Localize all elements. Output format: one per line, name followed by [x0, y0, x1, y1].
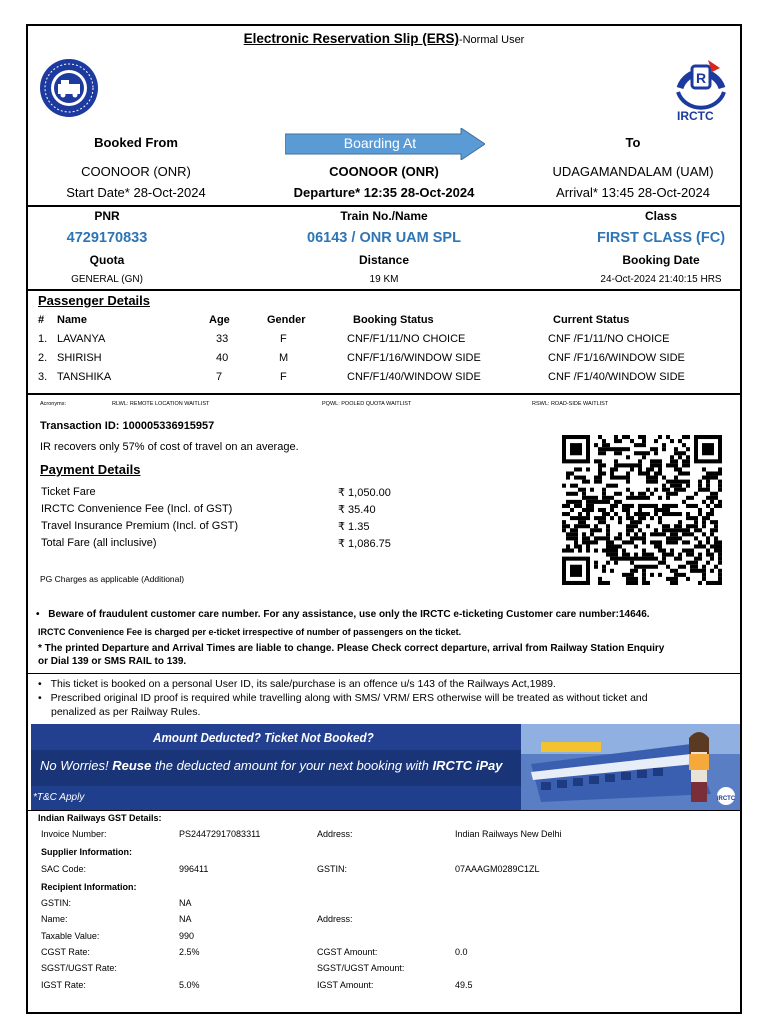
col-header-age: Age — [209, 314, 230, 326]
fare-label: IRCTC Convenience Fee (Incl. of GST) — [41, 503, 233, 515]
id-proof-notice: • Prescribed original ID proof is required while travelling along with SMS/ VRM/ ERS otherwise will be treated as without ticket and — [38, 692, 648, 704]
train-illustration — [521, 724, 740, 810]
boarding-station: COONOOR (ONR) — [329, 164, 439, 179]
distance-label: Distance — [358, 253, 410, 267]
irctc-logo-text: IRCTC — [677, 109, 714, 123]
transaction-id: Transaction ID: 100005336915957 — [40, 420, 215, 432]
igst-rate-label: IGST Rate: — [41, 980, 86, 990]
invoice-value: PS24472917083311 — [179, 829, 261, 839]
times-notice-line1: * The printed Departure and Arrival Times are liable to change. Please Check correct departure, arrival from Railway Station Enquiry — [38, 643, 665, 654]
passenger-gender: M — [279, 352, 289, 364]
passenger-gender: F — [280, 371, 287, 383]
divider — [26, 810, 742, 811]
class-value: FIRST CLASS (FC) — [596, 230, 726, 246]
gst-title: Indian Railways GST Details: — [38, 813, 162, 823]
boarding-at-label: Boarding At — [343, 135, 417, 151]
distance-value: 19 KM — [369, 274, 399, 285]
payment-details-title: Payment Details — [40, 462, 141, 477]
quota-label: Quota — [89, 253, 125, 267]
pnr-label: PNR — [94, 209, 120, 223]
divider — [26, 393, 742, 395]
sac-value: 996411 — [179, 864, 209, 874]
banner-headline: Amount Deducted? Ticket Not Booked? — [153, 730, 374, 745]
col-header-gender: Gender — [267, 314, 306, 326]
times-notice-line2: or Dial 139 or SMS RAIL to 139. — [38, 656, 187, 667]
irctc-ipay-banner[interactable] — [31, 724, 740, 810]
to-label: To — [625, 135, 641, 150]
banner-tc: *T&C Apply — [33, 792, 85, 803]
passenger-current-status: CNF /F1/11/NO CHOICE — [548, 333, 670, 345]
acronym-rswl: RSWL: ROAD-SIDE WAITLIST — [532, 401, 609, 407]
fare-value: ₹ 1,086.75 — [338, 538, 391, 550]
fare-label: Total Fare (all inclusive) — [41, 537, 157, 549]
fraud-notice: • Beware of fraudulent customer care number. For any assistance, use only the IRCTC e-ticketing Customer care number:14646. — [36, 609, 650, 620]
igst-rate-value: 5.0% — [179, 980, 200, 990]
acronym-pqwl: PQWL: POOLED QUOTA WAITLIST — [322, 401, 412, 407]
recipient-title: Recipient Information: — [41, 882, 137, 892]
personal-id-notice: • This ticket is booked on a personal User ID, its sale/purchase is an offence u/s 143 of the Railways Act,1989. — [38, 678, 556, 690]
indian-railways-logo — [38, 58, 100, 118]
banner-tagline: No Worries! Reuse the deducted amount for your next booking with IRCTC iPay — [40, 758, 503, 773]
sgst-amount-label: SGST/UGST Amount: — [317, 963, 405, 973]
from-station: COONOOR (ONR) — [81, 164, 191, 179]
svg-text:IRCTC: IRCTC — [716, 796, 736, 802]
igst-amount-value: 49.5 — [455, 980, 473, 990]
acronym-rlwl: RLWL: REMOTE LOCATION WAITLIST — [112, 401, 210, 407]
recipient-gstin-value: NA — [179, 898, 192, 908]
address-label: Address: — [317, 829, 353, 839]
pnr-value: 4729170833 — [66, 230, 148, 246]
pg-charges-note: PG Charges as applicable (Additional) — [40, 574, 185, 584]
passenger-no: 3. — [38, 371, 48, 383]
passenger-current-status: CNF /F1/40/WINDOW SIDE — [548, 371, 685, 383]
passenger-booking-status: CNF/F1/16/WINDOW SIDE — [347, 352, 481, 364]
cost-recovery-note: IR recovers only 57% of cost of travel on an average. — [40, 441, 299, 453]
recipient-address-label: Address: — [317, 914, 353, 924]
fare-label: Ticket Fare — [41, 486, 96, 498]
booking-date-label: Booking Date — [622, 253, 700, 267]
gstin-label: GSTIN: — [317, 864, 348, 874]
passenger-booking-status: CNF/F1/11/NO CHOICE — [347, 333, 466, 345]
cgst-rate-value: 2.5% — [179, 947, 200, 957]
quota-value: GENERAL (GN) — [71, 274, 143, 285]
supplier-title: Supplier Information: — [41, 847, 132, 857]
passenger-name: SHIRISH — [57, 352, 102, 364]
col-header-name: Name — [57, 314, 87, 326]
passenger-gender: F — [280, 333, 287, 345]
cgst-rate-label: CGST Rate: — [41, 947, 90, 957]
passenger-name: LAVANYA — [57, 333, 106, 345]
fare-label: Travel Insurance Premium (Incl. of GST) — [41, 520, 239, 532]
to-station: UDAGAMANDALAM (UAM) — [552, 164, 714, 179]
col-header-no: # — [38, 314, 45, 326]
class-label: Class — [644, 209, 678, 223]
fare-value: ₹ 1.35 — [338, 521, 370, 533]
passenger-age: 33 — [216, 333, 229, 345]
ers-title: Electronic Reservation Slip (ERS) — [243, 31, 459, 46]
departure-time: Departure* 12:35 28-Oct-2024 — [293, 185, 475, 200]
passenger-age: 7 — [216, 371, 223, 383]
sac-label: SAC Code: — [41, 864, 87, 874]
acronyms-label: Acronyms: — [40, 401, 66, 407]
passenger-no: 2. — [38, 352, 48, 364]
start-date: Start Date* 28-Oct-2024 — [66, 185, 206, 200]
passenger-details-title: Passenger Details — [38, 293, 151, 308]
recipient-name-value: NA — [179, 914, 192, 924]
col-header-current-status: Current Status — [553, 314, 630, 326]
taxable-label: Taxable Value: — [41, 931, 100, 941]
col-header-booking-status: Booking Status — [353, 314, 434, 326]
svg-text:R: R — [695, 70, 707, 86]
train-label: Train No./Name — [340, 209, 428, 223]
cgst-amount-value: 0.0 — [455, 947, 468, 957]
qr-code — [562, 435, 722, 585]
divider — [26, 205, 742, 207]
passenger-current-status: CNF /F1/16/WINDOW SIDE — [548, 352, 685, 364]
ers-subtitle: -Normal User — [458, 34, 525, 46]
divider — [26, 289, 742, 291]
booked-from-label: Booked From — [94, 135, 178, 150]
recipient-gstin-label: GSTIN: — [41, 898, 72, 908]
passenger-name: TANSHIKA — [57, 371, 112, 383]
arrival-time: Arrival* 13:45 28-Oct-2024 — [556, 185, 710, 200]
ers-title-row — [243, 30, 665, 48]
convenience-fee-notice: IRCTC Convenience Fee is charged per e-ticket irrespective of number of passengers on the ticket. — [38, 627, 462, 637]
sgst-rate-label: SGST/UGST Rate: — [41, 963, 117, 973]
address-value: Indian Railways New Delhi — [455, 829, 562, 839]
invoice-label: Invoice Number: — [41, 829, 107, 839]
taxable-value: 990 — [179, 931, 195, 941]
passenger-booking-status: CNF/F1/40/WINDOW SIDE — [347, 371, 481, 383]
divider — [26, 673, 742, 674]
train-value: 06143 / ONR UAM SPL — [307, 230, 461, 246]
id-proof-notice-cont: penalized as per Railway Rules. — [51, 706, 201, 718]
fare-value: ₹ 1,050.00 — [338, 487, 391, 499]
igst-amount-label: IGST Amount: — [317, 980, 374, 990]
booking-date-value: 24-Oct-2024 21:40:15 HRS — [600, 274, 722, 285]
gstin-value: 07AAAGM0289C1ZL — [455, 864, 540, 874]
cgst-amount-label: CGST Amount: — [317, 947, 378, 957]
fare-value: ₹ 35.40 — [338, 504, 376, 516]
passenger-no: 1. — [38, 333, 48, 345]
recipient-name-label: Name: — [41, 914, 68, 924]
passenger-age: 40 — [216, 352, 229, 364]
